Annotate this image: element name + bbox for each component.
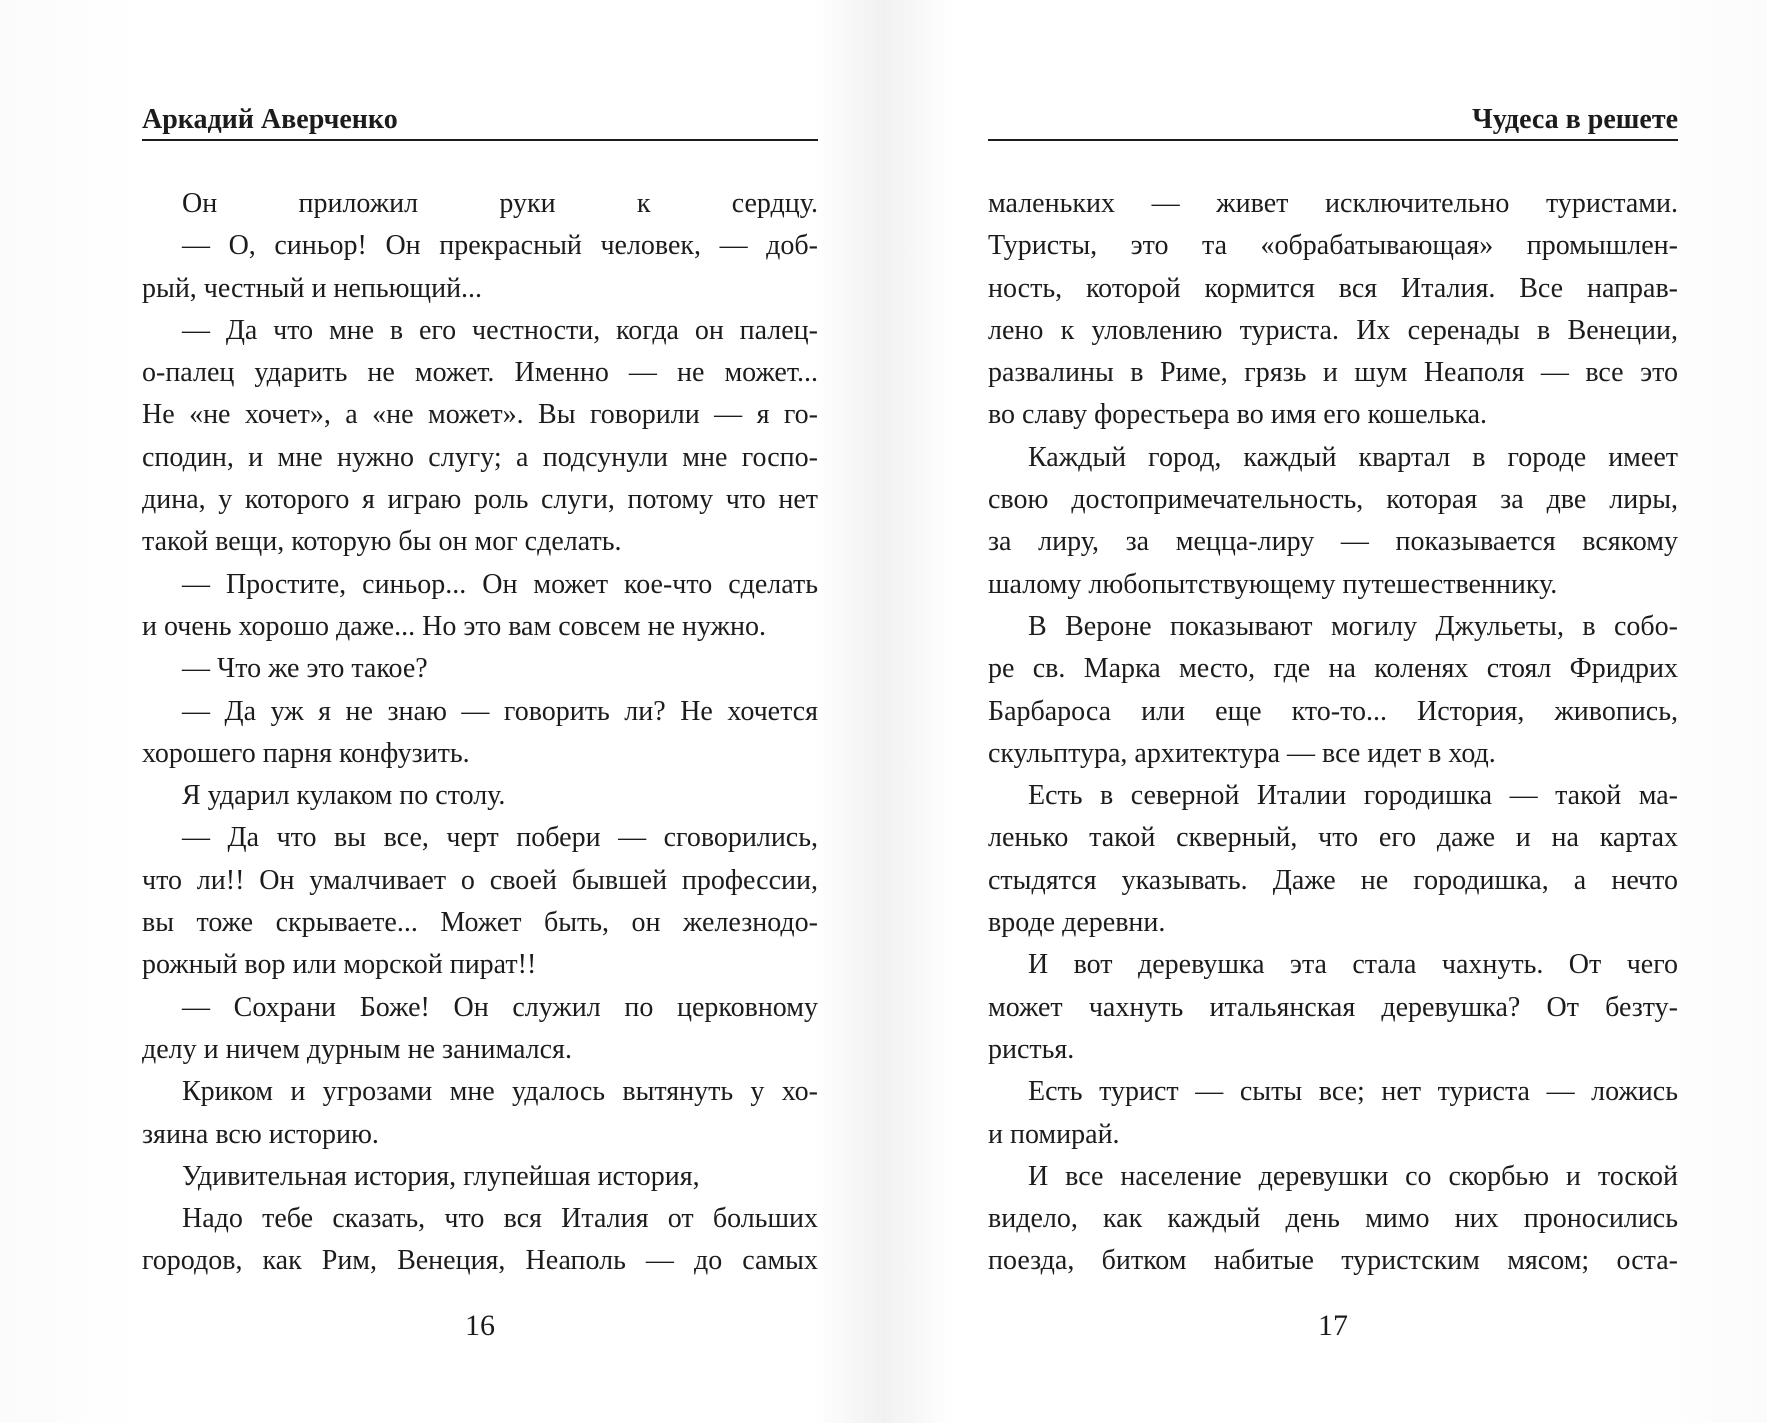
text-line: развалины в Риме, грязь и шум Неаполя — все это <box>988 357 1678 389</box>
left-page <box>142 0 818 1423</box>
text-line: Не «не хочет», а «не может». Вы говорили — я го- <box>142 399 818 431</box>
running-head-author: Аркадий Аверченко <box>142 104 398 135</box>
text-line: поезда, битком набитые туристским мясом; оста- <box>988 1245 1678 1277</box>
text-line: рожный вор или морской пират!! <box>142 949 537 981</box>
text-line: и помирай. <box>988 1118 1120 1150</box>
text-line: о-палец ударить не может. Именно — не может... <box>142 357 818 389</box>
header-rule <box>988 139 1678 141</box>
text-line: Туристы, это та «обрабатывающая» промышлен- <box>988 230 1678 262</box>
text-line: — Простите, синьор... Он может кое-что сделать <box>182 568 818 600</box>
text-line: скульптура, архитектура — все идет в ход. <box>988 737 1496 769</box>
text-line: городов, как Рим, Венеция, Неаполь — до самых <box>142 1245 818 1277</box>
text-line: Он приложил руки к сердцу. <box>182 188 818 219</box>
text-line: хорошего парня конфузить. <box>142 737 470 769</box>
text-line: что ли!! Он умалчивает о своей бывшей профессии, <box>142 864 818 896</box>
text-line: ленько такой скверный, что его даже и на картах <box>988 822 1678 854</box>
running-head-title: Чудеса в решете <box>1472 104 1678 135</box>
text-line: вроде деревни. <box>988 907 1166 939</box>
text-line: рый, честный и непьющий... <box>142 272 483 304</box>
text-line: зяина всю историю. <box>142 1118 379 1150</box>
text-line: ристья. <box>988 1033 1075 1065</box>
text-line: стыдятся указывать. Даже не городишка, а нечто <box>988 864 1678 896</box>
text-line: свою достопримечательность, которая за две лиры, <box>988 484 1678 516</box>
text-line: — Что же это такое? <box>182 653 428 685</box>
text-line: ре св. Марка место, где на коленях стоял Фридрих <box>988 653 1678 685</box>
text-line: во славу форестьера во имя его кошелька. <box>988 399 1488 431</box>
right-page-text <box>988 183 1678 1283</box>
text-line: шалому любопытствующему путешественнику. <box>988 568 1558 600</box>
text-line: — Да уж я не знаю — говорить ли? Не хочется <box>182 695 818 727</box>
text-line: вы тоже скрываете... Может быть, он железнодо- <box>142 907 818 939</box>
text-line: Криком и угрозами мне удалось вытянуть у хо- <box>182 1076 818 1108</box>
text-line: Есть в северной Италии городишка — такой ма- <box>1028 780 1678 812</box>
text-line: за лиру, за мецца-лиру — показывается всякому <box>988 526 1678 558</box>
text-line: Есть турист — сыты все; нет туриста — ложись <box>1028 1076 1678 1108</box>
text-line: Каждый город, каждый квартал в городе имеет <box>1028 441 1678 473</box>
page-number: 16 <box>465 1309 495 1342</box>
text-line: может чахнуть итальянская деревушка? От безту- <box>988 991 1678 1023</box>
text-line: — Сохрани Боже! Он служил по церковному <box>182 991 818 1023</box>
left-page-text <box>142 183 818 1283</box>
text-line: — Да что мне в его честности, когда он палец- <box>182 314 818 346</box>
text-line: дина, у которого я играю роль слуги, потому что нет <box>142 484 818 516</box>
text-line: и очень хорошо даже... Но это вам совсем не нужно. <box>142 610 766 642</box>
header-rule <box>142 139 818 141</box>
right-page <box>988 0 1678 1423</box>
text-line: Надо тебе сказать, что вся Италия от больших <box>182 1203 818 1235</box>
text-line: И вот деревушка эта стала чахнуть. От чего <box>1028 949 1678 981</box>
text-line: такой вещи, которую бы он мог сделать. <box>142 526 622 558</box>
text-line: видело, как каждый день мимо них проносились <box>988 1203 1678 1235</box>
text-line: Барбароса или еще кто-то... История, живопись, <box>988 695 1678 727</box>
text-line: В Вероне показывают могилу Джульеты, в собо- <box>1028 610 1678 642</box>
text-line: делу и ничем дурным не занимался. <box>142 1033 572 1065</box>
text-line: Удивительная история, глупейшая история, <box>182 1160 700 1192</box>
text-line: И все население деревушки со скорбью и тоской <box>1028 1160 1678 1192</box>
text-line: — О, синьор! Он прекрасный человек, — доб- <box>182 230 818 262</box>
text-line: сподин, и мне нужно слугу; а подсунули мне госпо- <box>142 441 818 473</box>
text-line: маленьких — живет исключительно туристами. <box>988 188 1678 219</box>
text-line: Я ударил кулаком по столу. <box>182 780 506 812</box>
text-line: лено к уловлению туриста. Их серенады в Венеции, <box>988 314 1678 346</box>
text-line: — Да что вы все, черт побери — сговорились, <box>182 822 818 854</box>
page-number: 17 <box>1318 1309 1348 1342</box>
text-line: ность, которой кормится вся Италия. Все направ- <box>988 272 1678 304</box>
